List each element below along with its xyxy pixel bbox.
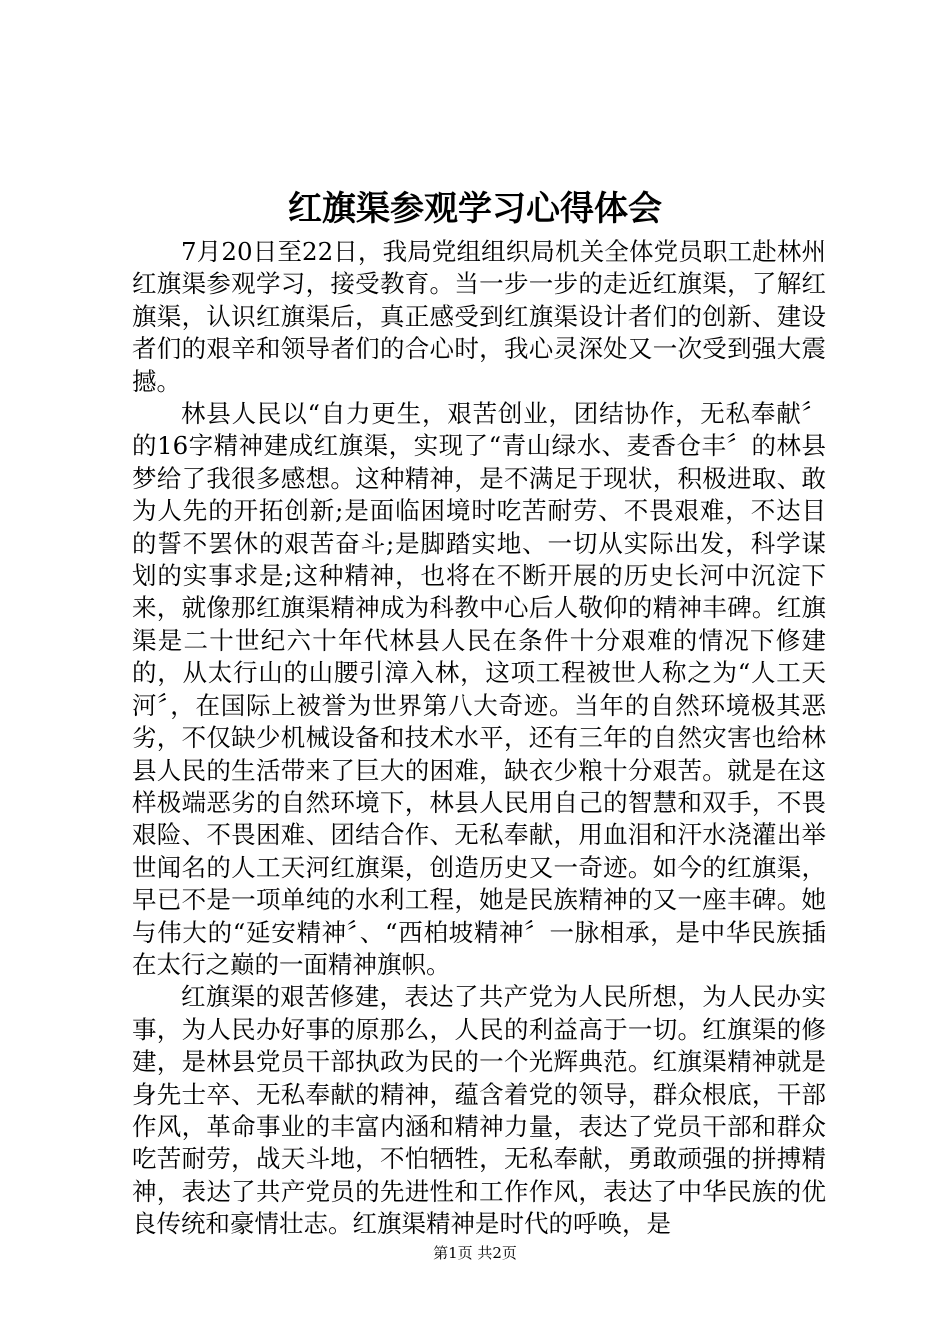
paragraph: 7月20日至22日，我局党组组织局机关全体党员职工赴林州红旗渠参观学习，接受教育。当一步一步的走近红旗渠，了解红旗渠，认识红旗渠后，真正感受到红旗渠设计者们的创新、建设者们的艰辛和领导者们的合心时，我心灵深处又一次受到强大震撼。: [132, 237, 826, 396]
document-title: 红旗渠参观学习心得体会: [288, 189, 662, 229]
paragraph: 红旗渠的艰苦修建，表达了共产党为人民所想，为人民办实事，为人民办好事的原那么，人民的利益高于一切。红旗渠的修建，是林县党员干部执政为民的一个光辉典范。红旗渠精神就是身先士卒、无私奉献的精神，蕴含着党的领导，群众根底，干部作风，革命事业的丰富内涵和精神力量，表达了党员干部和群众吃苦耐劳，战天斗地，不怕牺牲，无私奉献，勇敢顽强的拼搏精神，表达了共产党员的先进性和工作作风，表达了中华民族的优良传统和豪情壮志。红旗渠精神是时代的呼唤，是: [132, 982, 826, 1239]
document-body: [132, 236, 826, 1241]
paragraph: 林县人民以“自力更生，艰苦创业，团结协作，无私奉献〞的16字精神建成红旗渠，实现了“青山绿水、麦香仓丰〞的林县梦给了我很多感想。这种精神，是不满足于现状，积极进取、敢为人先的开拓创新;是面临困境时吃苦耐劳、不畏艰难，不达目的誓不罢休的艰苦奋斗;是脚踏实地、一切从实际出发，科学谋划的实事求是;这种精神，也将在不断开展的历史长河中沉淀下来，就像那红旗渠精神成为科教中心后人敬仰的精神丰碑。红旗渠是二十世纪六十年代林县人民在条件十分艰难的情况下修建的，从太行山的山腰引漳入林，这项工程被世人称之为“人工天河〞，在国际上被誉为世界第八大奇迹。当年的自然环境极其恶劣，不仅缺少机械设备和技术水平，还有三年的自然灾害也给林县人民的生活带来了巨大的困难，缺衣少粮十分艰苦。就是在这样极端恶劣的自然环境下，林县人民用自己的智慧和双手，不畏艰险、不畏困难、团结合作、无私奉献，用血泪和汗水浇灌出举世闻名的人工天河红旗渠，创造历史又一奇迹。如今的红旗渠，早已不是一项单纯的水利工程，她是民族精神的又一座丰碑。她与伟大的“延安精神〞、“西柏坡精神〞一脉相承，是中华民族插在太行之巅的一面精神旗帜。: [132, 399, 826, 979]
page-footer: 第1页 共2页: [433, 1244, 517, 1262]
